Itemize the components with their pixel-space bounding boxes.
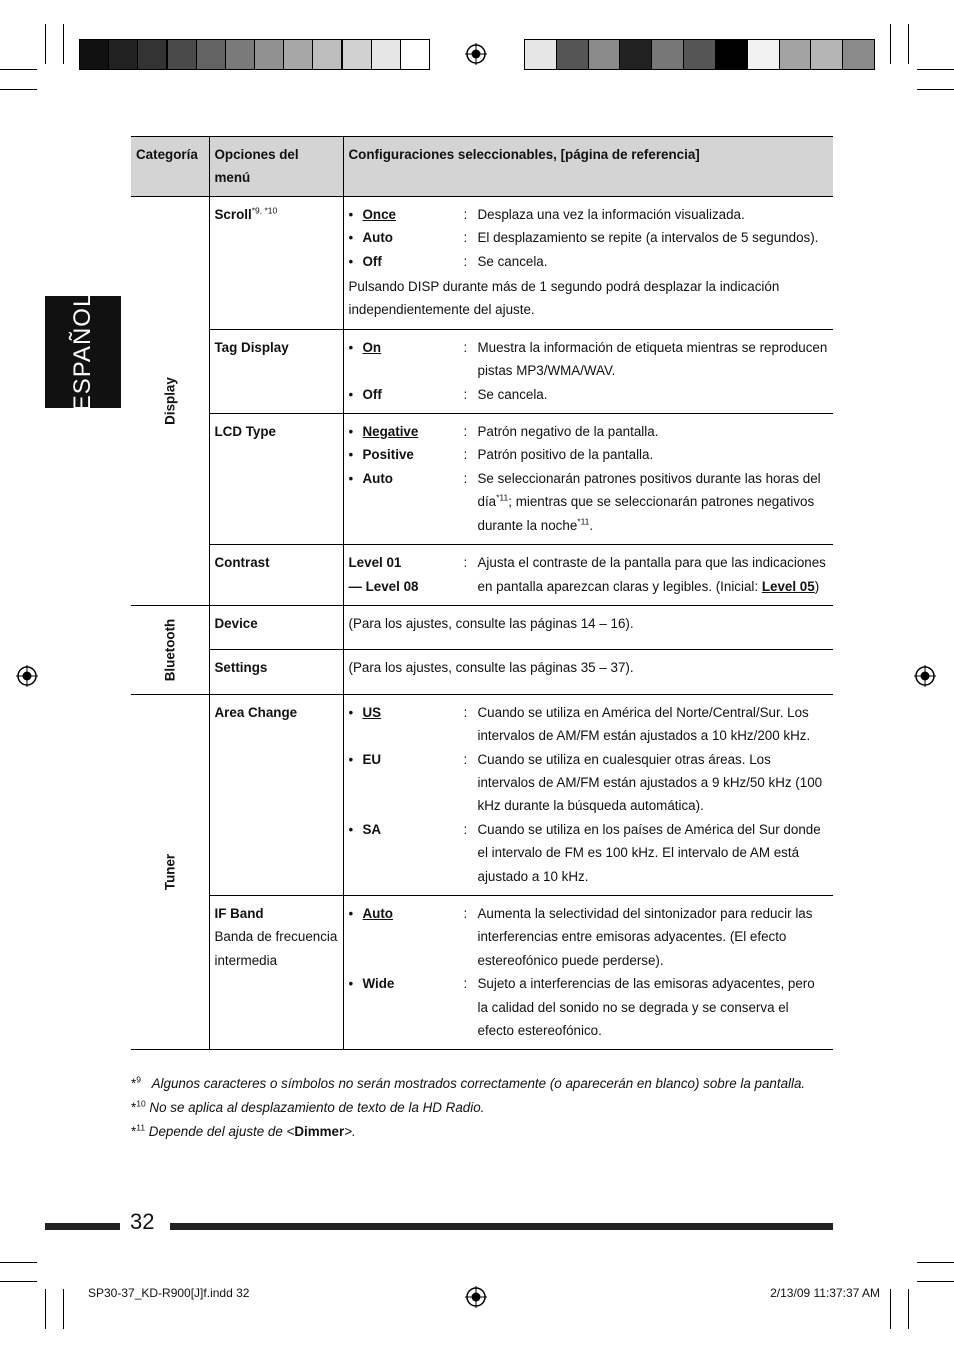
- color-swatch: [524, 39, 557, 70]
- list-item: • US : Cuando se utiliza en América del Norte/Central/Sur. Los intervalos de AM/FM están ajustados a 10 kHz/200 kHz.: [349, 701, 829, 748]
- list-item: • EU : Cuando se utiliza en cualesquier otras áreas. Los intervalos de AM/FM están ajustados a 9 kHz/50 kHz (100 kHz durante la búsqueda automática).: [349, 748, 829, 818]
- option-label: Device: [214, 615, 258, 631]
- crop-mark: [917, 1262, 954, 1263]
- category-display-label: Display: [162, 377, 178, 425]
- page-number: 32: [130, 1209, 155, 1234]
- option-label: Settings: [214, 660, 268, 676]
- color-swatch: [371, 39, 401, 70]
- color-swatch: [715, 39, 748, 70]
- category-tuner-label: Tuner: [162, 853, 178, 891]
- crop-mark: [0, 1262, 37, 1263]
- footnote-number: 10: [136, 1098, 146, 1109]
- option-scroll: [209, 196, 343, 329]
- setting-key: On: [362, 339, 382, 355]
- category-bluetooth: [131, 605, 209, 694]
- category-tuner: [131, 694, 209, 1050]
- registration-mark-icon: [16, 665, 38, 687]
- table-header-row: [131, 137, 833, 197]
- footnote-number: 9: [136, 1074, 141, 1085]
- option-if-band: [209, 895, 343, 1049]
- color-swatch: [810, 39, 843, 70]
- setting-key: Off: [362, 386, 382, 402]
- setting-key: EU: [362, 751, 382, 767]
- color-swatch: [400, 39, 430, 70]
- setting-desc: Aumenta la selectividad del sintonizador para reducir las interferencias entre emisoras adyacentes. (El efecto estereofónico puede perderse).: [477, 905, 813, 968]
- footnotes: [131, 1072, 831, 1144]
- language-tab: [45, 292, 121, 412]
- list-item: • SA : Cuando se utiliza en los países de América del Sur donde el intervalo de FM es 100 kHz. El intervalo de AM está ajustado a 10 kHz.: [349, 818, 829, 888]
- table-row-device: [131, 605, 833, 649]
- desc-part: ; mientras que se seleccionarán patrones negativos durante la noche: [477, 494, 815, 533]
- setting-key: US: [362, 704, 382, 720]
- crop-mark: [890, 1289, 891, 1329]
- desc-part: .: [589, 517, 594, 533]
- slug-timestamp: 2/13/09 11:37:37 AM: [770, 1286, 880, 1300]
- option-tag-display: [209, 329, 343, 413]
- setting-key: Once: [362, 206, 396, 222]
- setting-key: Negative: [362, 424, 419, 440]
- option-label: Scroll: [214, 206, 252, 222]
- footnote: [131, 1120, 831, 1144]
- setting-desc: Se cancela.: [477, 386, 548, 402]
- crop-mark: [45, 1289, 46, 1329]
- color-swatch: [556, 39, 589, 70]
- list-item: • Auto : El desplazamiento se repite (a intervalos de 5 segundos).: [349, 226, 829, 249]
- header-category: Categoría: [131, 137, 209, 197]
- setting-key: SA: [362, 821, 382, 837]
- option-device: [209, 605, 343, 649]
- setting-key: Level 01: [348, 555, 402, 571]
- desc-part: Ajusta el contraste de la pantalla para que las indicaciones en pantalla aparezcan claras y legibles. (Inicial:: [477, 555, 826, 594]
- footnote-text: No se aplica al desplazamiento de texto de la HD Radio.: [149, 1100, 485, 1115]
- option-label: Tag Display: [214, 339, 289, 355]
- initial-value: Level 05: [761, 578, 815, 594]
- footnote-bold: Dimmer: [294, 1124, 345, 1139]
- setting-desc: Cuando se utiliza en los países de América del Sur donde el intervalo de FM es 100 kHz. El intervalo de AM está ajustado a 10 kHz.: [477, 821, 821, 884]
- crop-mark: [917, 69, 954, 70]
- settings-settings: (Para los ajustes, consulte las páginas 35 – 37).: [343, 650, 833, 694]
- scroll-note: Pulsando DISP durante más de 1 segundo podrá desplazar la indicación independientemente del ajuste.: [348, 279, 780, 318]
- setting-key: Auto: [362, 230, 393, 246]
- setting-desc: Cuando se utiliza en cualesquier otras áreas. Los intervalos de AM/FM están ajustados a 9 kHz/50 kHz (100 kHz durante la búsqueda automática).: [477, 751, 823, 814]
- table-row-settings: [131, 650, 833, 694]
- settings-area-change: [343, 694, 833, 895]
- crop-mark: [0, 69, 37, 70]
- footnote-text: >.: [344, 1124, 356, 1139]
- table-row-tag-display: [131, 329, 833, 413]
- color-swatch: [254, 39, 284, 70]
- header-menu-options: Opciones del menú: [209, 137, 343, 197]
- registration-mark-icon: [914, 665, 936, 687]
- setting-desc: Desplaza una vez la información visualizada.: [477, 206, 745, 222]
- setting-key: Auto: [362, 905, 393, 921]
- footnote-ref: *9, *10: [251, 205, 278, 216]
- setting-desc: Cuando se utiliza en América del Norte/Central/Sur. Los intervalos de AM/FM están ajustados a 10 kHz/200 kHz.: [477, 704, 811, 744]
- setting-desc: El desplazamiento se repite (a intervalos de 5 segundos).: [477, 230, 819, 246]
- list-item: • Auto : Se seleccionarán patrones positivos durante las horas del día$^{*11}$; mientras que se seleccionarán patrones negativos durante la noche$^{*11}$.: [349, 467, 829, 537]
- setting-key: Auto: [362, 470, 393, 486]
- table-row-if-band: [131, 895, 833, 1049]
- footnote-text: Depende del ajuste de <: [148, 1124, 295, 1139]
- footer-bar-right: [170, 1223, 833, 1230]
- color-swatch: [137, 39, 167, 70]
- crop-mark: [908, 24, 909, 64]
- setting-desc: Patrón negativo de la pantalla.: [477, 424, 659, 440]
- desc-part: ): [814, 578, 820, 594]
- setting-desc: Se cancela.: [477, 253, 548, 269]
- crop-mark: [63, 1289, 64, 1329]
- footnote-mark: *: [131, 1124, 137, 1139]
- crop-mark: [908, 1289, 909, 1329]
- setting-key: Wide: [362, 976, 395, 992]
- option-lcd-type: [209, 414, 343, 545]
- footnote-ref: *11: [496, 492, 509, 503]
- color-swatch: [683, 39, 716, 70]
- registration-mark-icon: [465, 1286, 487, 1308]
- option-settings: [209, 650, 343, 694]
- crop-mark: [45, 24, 46, 64]
- option-area-change: [209, 694, 343, 895]
- category-display: [131, 196, 209, 605]
- list-item: • Off : Se cancela.: [349, 383, 829, 406]
- setting-desc: [478, 551, 829, 598]
- color-swatch: [619, 39, 652, 70]
- language-tab-label: ESPAÑOL: [69, 292, 96, 412]
- category-bluetooth-label: Bluetooth: [162, 618, 178, 682]
- color-swatch: [842, 39, 875, 70]
- footnote-mark: *: [131, 1100, 137, 1115]
- setting-key: Off: [362, 253, 382, 269]
- settings-device: (Para los ajustes, consulte las páginas 14 – 16).: [343, 605, 833, 649]
- desc-part: Se seleccionarán patrones positivos durante las horas del día: [477, 470, 821, 510]
- setting-key: — Level 08: [348, 578, 419, 594]
- color-swatch: [588, 39, 621, 70]
- footnote: [131, 1072, 831, 1096]
- color-swatch: [312, 39, 342, 70]
- setting-desc: Muestra la información de etiqueta mientras se reproducen pistas MP3/WMA/WAV.: [477, 339, 828, 379]
- list-item: • Auto : Aumenta la selectividad del sintonizador para reducir las interferencias entre emisoras adyacentes. (El efecto estereofónico puede perderse).: [349, 902, 829, 972]
- option-label: Area Change: [214, 704, 298, 720]
- color-swatch: [283, 39, 313, 70]
- list-item: Level 01 — Level 08 : Ajusta el contraste de la pantalla para que las indicaciones en pantalla aparezcan claras y legibles. (Inicial: Level 05): [349, 551, 829, 598]
- settings-scroll: [343, 196, 833, 329]
- table-row-scroll: [131, 196, 833, 329]
- settings-lcd-type: [343, 414, 833, 545]
- crop-mark: [0, 89, 37, 90]
- list-item: • Wide : Sujeto a interferencias de las emisoras adyacentes, pero la calidad del sonido no se degrada y se conserva el efecto estereofónico.: [349, 972, 829, 1042]
- footnote-ref: *11: [577, 516, 590, 527]
- crop-mark: [890, 24, 891, 64]
- settings-if-band: [343, 895, 833, 1049]
- contrast-range: [349, 551, 464, 598]
- list-item: • Negative : Patrón negativo de la pantalla.: [349, 420, 829, 443]
- color-swatch: [779, 39, 812, 70]
- table-row-area-change: [131, 694, 833, 895]
- option-label: IF Band: [214, 905, 264, 921]
- registration-mark-icon: [465, 43, 487, 65]
- list-item: • Positive : Patrón positivo de la pantalla.: [349, 443, 829, 466]
- color-swatch: [651, 39, 684, 70]
- option-contrast: [209, 545, 343, 606]
- crop-mark: [917, 89, 954, 90]
- color-swatch: [342, 39, 372, 70]
- settings-table: [131, 136, 833, 1050]
- footnote: [131, 1096, 831, 1120]
- color-swatch: [747, 39, 780, 70]
- color-swatch: [225, 39, 255, 70]
- setting-key: Positive: [362, 447, 414, 463]
- color-swatch: [167, 39, 197, 70]
- header-settings: Configuraciones seleccionables, [página de referencia]: [343, 137, 833, 197]
- crop-mark: [63, 24, 64, 64]
- color-swatch: [108, 39, 138, 70]
- setting-desc: Sujeto a interferencias de las emisoras adyacentes, pero la calidad del sonido no se degrada y se conserva el efecto estereofónico.: [477, 976, 815, 1038]
- footnote-text: Algunos caracteres o símbolos no serán mostrados correctamente (o aparecerán en blanco) sobre la pantalla.: [151, 1076, 806, 1091]
- list-item: • On : Muestra la información de etiqueta mientras se reproducen pistas MP3/WMA/WAV.: [349, 336, 829, 383]
- option-label: Contrast: [214, 555, 270, 571]
- crop-mark: [917, 1281, 954, 1282]
- color-swatch: [196, 39, 226, 70]
- table-row-lcd-type: [131, 414, 833, 545]
- color-swatch: [79, 39, 109, 70]
- list-item: • Once : Desplaza una vez la información visualizada.: [349, 203, 829, 226]
- option-label: LCD Type: [214, 424, 276, 440]
- option-sublabel: Banda de frecuencia intermedia: [214, 929, 338, 968]
- table-row-contrast: [131, 545, 833, 606]
- footnote-mark: *: [131, 1076, 137, 1091]
- footnote-number: 11: [136, 1122, 146, 1133]
- slug-filename: SP30-37_KD-R900[J]f.indd 32: [88, 1286, 250, 1300]
- footer-bar-left: [45, 1223, 120, 1230]
- settings-contrast: [343, 545, 833, 606]
- setting-desc: [478, 467, 829, 537]
- setting-desc: Patrón positivo de la pantalla.: [477, 447, 654, 463]
- crop-mark: [0, 1281, 37, 1282]
- settings-tag-display: [343, 329, 833, 413]
- list-item: • Off : Se cancela.: [349, 250, 829, 273]
